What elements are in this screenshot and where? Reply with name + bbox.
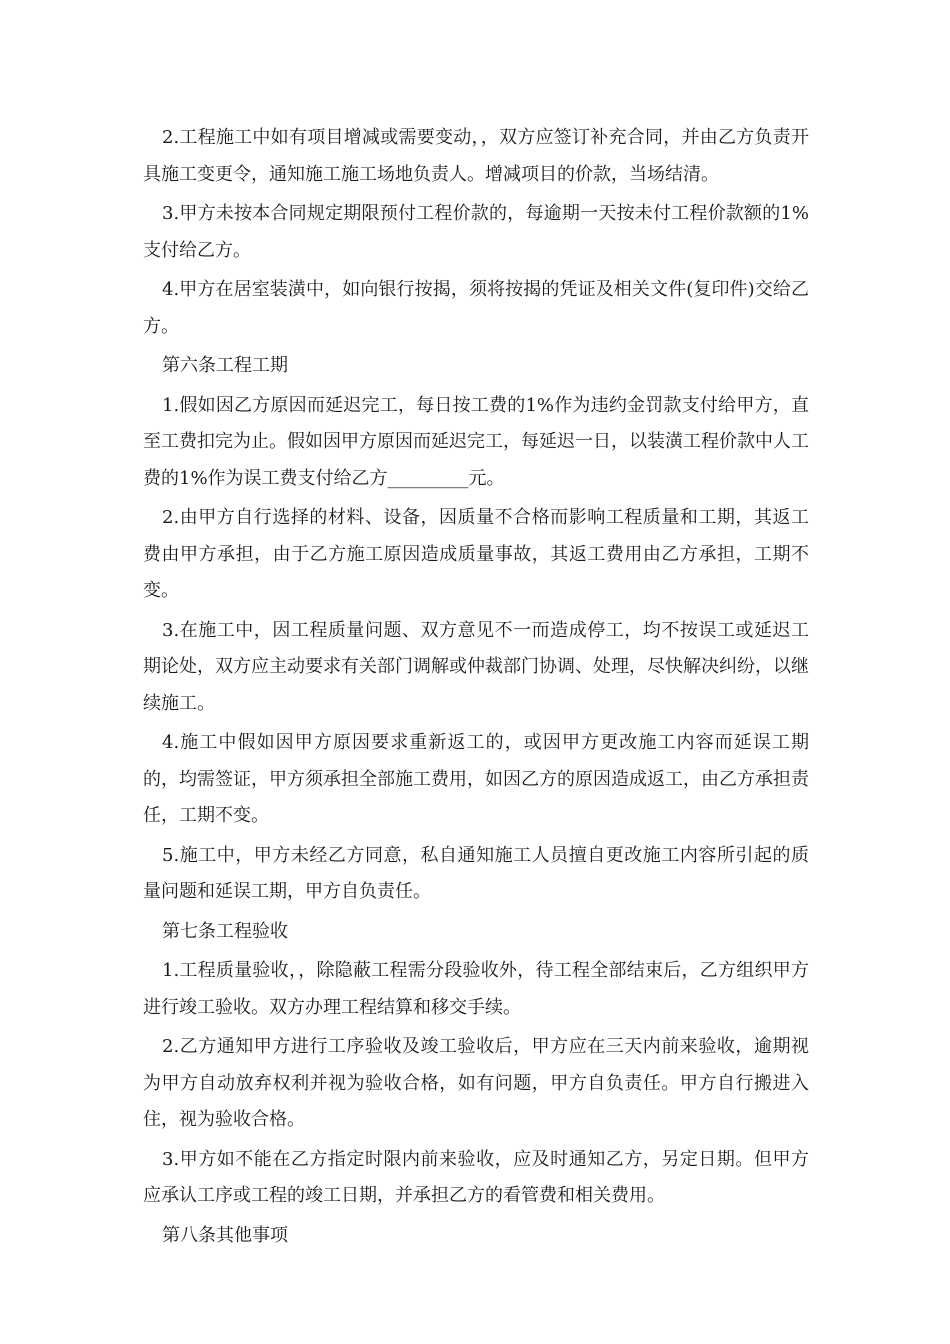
clause-7-item-3: 3.甲方如不能在乙方指定时限内前来验收，应及时通知乙方，另定日期。但甲方应承认工序或工程的竣工日期，并承担乙方的看管费和相关费用。 bbox=[143, 1148, 809, 1206]
clause-7-item-1: 1.工程质量验收，，除隐蔽工程需分段验收外，待工程全部结束后，乙方组织甲方进行竣工验收。双方办理工程结算和移交手续。 bbox=[143, 960, 809, 1018]
clause-6-item-4: 4.施工中假如因甲方原因要求重新返工的，或因甲方更改施工内容而延误工期的，均需签证，甲方须承担全部施工费用，如因乙方的原因造成返工，由乙方承担责任，工期不变。 bbox=[143, 732, 809, 826]
clause-5-item-3: 3.甲方未按本合同规定期限预付工程价款的，每逾期一天按未付工程价款额的1%支付给乙方。 bbox=[143, 203, 809, 261]
clause-8-heading: 第八条其他事项 bbox=[162, 1224, 288, 1246]
clause-7-item-2: 2.乙方通知甲方进行工序验收及竣工验收后，甲方应在三天内前来验收，逾期视为甲方自动放弃权利并视为验收合格，如有问题，甲方自负责任。甲方自行搬进入住，视为验收合格。 bbox=[143, 1036, 809, 1130]
document-page bbox=[143, 120, 809, 1257]
clause-5-item-2: 2.工程施工中如有项目增减或需要变动，，双方应签订补充合同，并由乙方负责开具施工变更令，通知施工施工场地负责人。增减项目的价款，当场结清。 bbox=[143, 127, 809, 185]
clause-6-item-2: 2.由甲方自行选择的材料、设备，因质量不合格而影响工程质量和工期，其返工费由甲方承担，由于乙方施工原因造成质量事故，其返工费用由乙方承担，工期不变。 bbox=[143, 507, 809, 601]
clause-6-item-5: 5.施工中，甲方未经乙方同意，私自通知施工人员擅自更改施工内容所引起的质量问题和延误工期，甲方自负责任。 bbox=[143, 844, 809, 902]
clause-6-item-3: 3.在施工中，因工程质量问题、双方意见不一而造成停工，均不按误工或延迟工期论处，双方应主动要求有关部门调解或仲裁部门协调、处理，尽快解决纠纷，以继续施工。 bbox=[143, 619, 809, 714]
clause-5-item-4: 4.甲方在居室装潢中，如向银行按揭，须将按揭的凭证及相关文件(复印件)交给乙方。 bbox=[143, 279, 809, 337]
clause-7-heading: 第七条工程验收 bbox=[162, 920, 288, 942]
clause-6-heading: 第六条工程工期 bbox=[162, 355, 288, 376]
clause-6-item-1: 1.假如因乙方原因而延迟完工，每日按工费的1%作为违约金罚款支付给甲方，直至工费扣完为止。假如因甲方原因而延迟完工，每延迟一日，以装潢工程价款中人工费的1%作为误工费支付给乙方_________元。 bbox=[143, 394, 809, 489]
